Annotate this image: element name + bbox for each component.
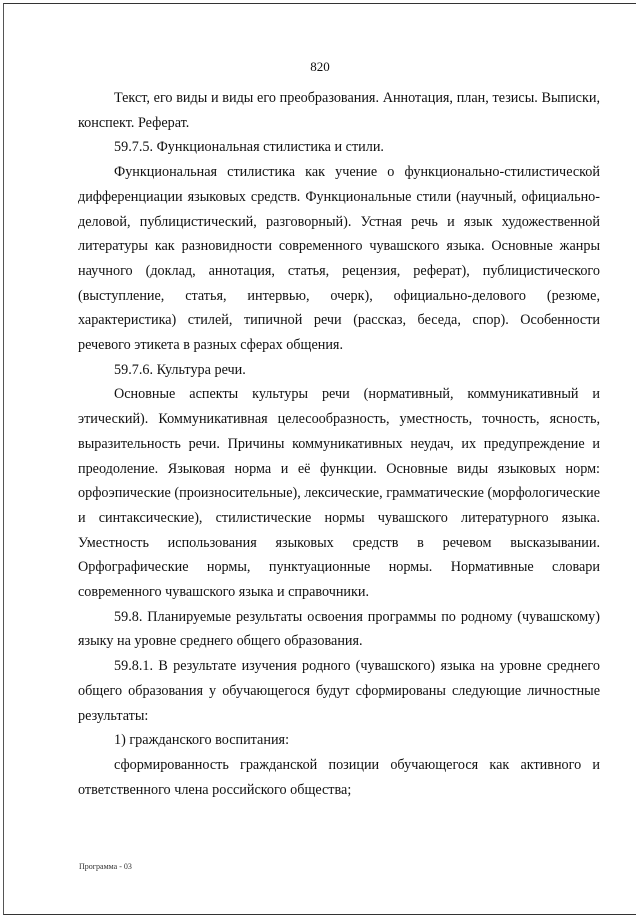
section-heading-planned-results: 59.8. Планируемые результаты освоения программы по родному (чувашскому) языку на уровне среднего общего образования. <box>78 608 600 650</box>
document-body <box>78 86 600 802</box>
paragraph-functional-stylistics: Функциональная стилистика как учение о функционально-стилистической дифференциации языковых средств. Функциональные стили (научный, официально-деловой, публицистический, разговорный). Устная речь и язык художественной литературы как разновидности современного чувашского языка. Основные жанры научного (доклад, аннотация, статья, рецензия, реферат), публицистического (выступление, статья, интервью, очерк), официально-делового (резюме, характеристика) стилей, типичной речи (рассказ, беседа, спор). Особенности речевого этикета в разных сферах общения. <box>78 164 600 354</box>
section-heading-speech-culture: 59.7.6. Культура речи. <box>114 361 246 378</box>
paragraph-text-types: Текст, его виды и виды его преобразования. Аннотация, план, тезисы. Выписки, конспект. Реферат. <box>78 90 600 131</box>
paragraph-personal-results: 59.8.1. В результате изучения родного (чувашского) языка на уровне среднего общего образования у обучающегося будут сформированы следующие личностные результаты: <box>78 658 600 724</box>
page-footer: Программа - 03 <box>79 862 132 871</box>
paragraph-speech-culture: Основные аспекты культуры речи (нормативный, коммуникативный и этический). Коммуникативная целесообразность, уместность, точность, ясность, выразительность речи. Причины коммуникативных неудач, их предупреждение и преодоление. Языковая норма и её функции. Основные виды языковых норм: орфоэпические (произносительные), лексические, грамматические (морфологические и синтаксические), стилистические нормы чувашского литературного языка. Уместность использования языковых средств в речевом высказывании. Орфографические нормы, пунктуационные нормы. Нормативные словари современного чувашского языка и справочники. <box>78 386 600 601</box>
page-number: 820 <box>310 59 330 74</box>
list-item-civic-education: 1) гражданского воспитания: <box>114 732 290 749</box>
paragraph-civic-position: сформированность гражданской позиции обучающегося как активного и ответственного члена российского общества; <box>78 756 600 798</box>
section-heading-functional-stylistics: 59.7.5. Функциональная стилистика и стили. <box>114 139 384 156</box>
